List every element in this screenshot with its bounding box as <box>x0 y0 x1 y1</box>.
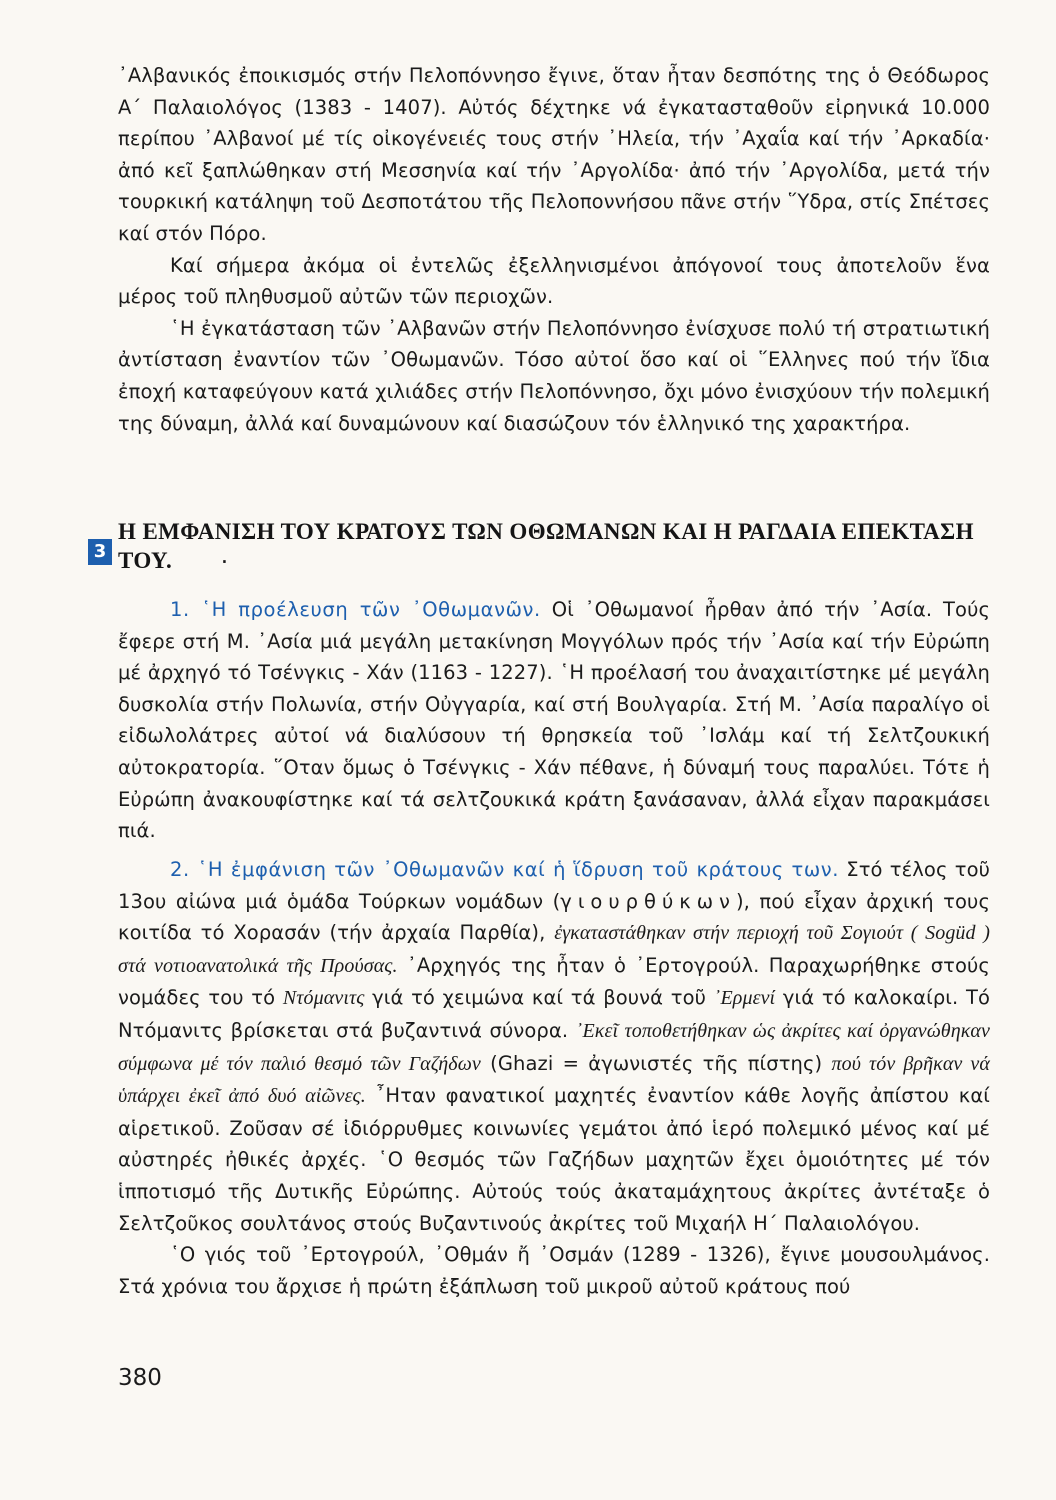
subsection-2-heading: 2. ῾Η ἐμφάνιση τῶν ᾿Οθωμανῶν καί ἡ ἵδρυση τοῦ κράτους των. <box>170 858 840 881</box>
subsection-2-text-d: γιά τό χειμώνα καί τά βουνά τοῦ <box>364 986 714 1010</box>
subsection-2-text-f: (Ghazi = ἀγωνιστές τῆς πίστης) <box>480 1051 832 1075</box>
section-mark: ۰ <box>218 548 231 573</box>
section-title-text: Η ΕΜΦΑΝΙΣΗ ΤΟΥ ΚΡΑΤΟΥΣ ΤΩΝ ΟΘΩΜΑΝΩΝ ΚΑΙ Η ΡΑΓΔΑΙΑ ΕΠΕΚΤΑΣΗ ΤΟΥ. <box>118 519 974 573</box>
subsection-1-heading: 1. ῾Η προέλευση τῶν ᾿Οθωμανῶν. <box>170 598 541 621</box>
subsection-2-text-e: γιά τό καλοκαίρι. Τό Ντόμανιτς βρίσκεται στά βυζαντινά σύνορα. <box>118 986 990 1042</box>
subsection-2-italic-b: Ντόμανιτς <box>282 987 365 1010</box>
subsection-2-text-c: ᾿Αρχηγός της ἦταν ὁ ᾿Ερτογρούλ. Παραχωρήθηκε στούς νομάδες του τό <box>118 953 990 1010</box>
subsection-2-text-b: ), πού εἶχαν ἀρχική τους κοιτίδα τό Χορασάν (τήν ἀρχαία Παρθία), <box>118 889 990 945</box>
intro-paragraph-1: ᾿Αλβανικός ἐποικισμός στήν Πελοπόννησο ἔγινε, ὅταν ἦταν δεσπότης της ὁ Θεόδωρος Α΄ Παλαιολόγος (1383 - 1407). Αὐτός δέχτηκε νά ἐγκατασταθοῦν εἰρηνικά 10.000 περίπου ᾿Αλβανοί μέ τίς οἰκογένειές τους στήν ᾿Ηλεία, τήν ᾿Αχαΐα καί τήν ᾿Αρκαδία· ἀπό κεῖ ξαπλώθηκαν στή Μεσσηνία καί τήν ᾿Αργολίδα· ἀπό τήν ᾿Αργολίδα, μετά τήν τουρκική κατάληψη τοῦ Δεσποτάτου τῆς Πελοποννήσου πᾶνε στήν ῞Υδρα, στίς Σπέτσες καί στόν Πόρο. <box>118 64 990 245</box>
subsection-2 <box>118 854 990 1302</box>
subsection-2-term: γιουρθύκων <box>560 889 736 913</box>
section-title <box>118 517 993 575</box>
subsection-2-italic-c: ᾿Ερμενί <box>713 987 776 1010</box>
subsection-2-italic-d: ᾿Εκεῖ τοποθετήθηκαν ὡς ἀκρίτες καί ὀργανώθηκαν σύμφωνα μέ τόν παλιό θεσμό τῶν Γαζήδων <box>118 1019 990 1075</box>
intro-text <box>118 60 990 439</box>
subsection-2-text-a: Στό τέλος τοῦ 13ου αἰώνα μιά ὁμάδα Τούρκων νομάδων ( <box>118 858 990 913</box>
subsection-2-italic-e: πού τόν βρῆκαν νά ὑπάρχει ἐκεῖ ἀπό δυό αἰῶνες. <box>118 1052 990 1108</box>
subsection-1 <box>118 594 990 847</box>
subsection-1-text: Οἱ ᾿Οθωμανοί ἦρθαν ἀπό τήν ᾿Ασία. Τούς ἔφερε στή Μ. ᾿Ασία μιά μεγάλη μετακίνηση Μογγόλων πρός τήν ᾿Ασία καί τήν Εὐρώπη μέ ἀρχηγό τό Τσένγκις - Χάν (1163 - 1227). ῾Η προέλασή του ἀναχαιτίστηκε μέ μεγάλη δυσκολία στήν Πολωνία, στήν Οὐγγαρία, καί στή Βουλγαρία. Στή Μ. ᾿Ασία παραλίγο οἱ εἰδωλολάτρες αὐτοί νά διαλύσουν τή θρησκεία τοῦ ᾿Ισλάμ καί τή Σελτζουκική αὐτοκρατορία. ῞Οταν ὅμως ὁ Τσένγκις - Χάν πέθανε, ἡ δύναμή τους παραλύει. Τότε ἡ Εὐρώπη ἀνακουφίστηκε καί τά σελτζουκικά κράτη ξανάσαναν, ἀλλά εἶχαν παρακμάσει πιά. <box>118 598 990 843</box>
section-number-badge: 3 <box>88 539 112 565</box>
subsection-2-italic-a: ἐγκαταστάθηκαν στήν περιοχή τοῦ Σογιούτ ( Sogüd ) στά νοτιοανατολικά τῆς Προύσας. <box>118 922 990 977</box>
page-number: 380 <box>118 1365 162 1391</box>
subsection-2-text-g: ῏Ηταν φανατικοί μαχητές ἐναντίον κάθε λογῆς ἀπίστου καί αἱρετικοῦ. Ζοῦσαν σέ ἰδιόρρυθμες κοινωνίες γεμάτοι ἀπό ἱερό πολεμικό μένος καί μέ αὐστηρές ἠθικές ἀρχές. ῾Ο θεσμός τῶν Γαζήδων μαχητῶν ἔχει ὁμοιότητες μέ τόν ἱπποτισμό τῆς Δυτικῆς Εὐρώπης. Αὐτούς τούς ἀκαταμάχητους ἀκρίτες ἀντέταξε ὁ Σελτζοῦκος σουλτάνος στούς Βυζαντινούς ἀκρίτες τοῦ Μιχαήλ Η΄ Παλαιολόγου. <box>118 1084 990 1235</box>
intro-paragraph-2: Καί σήμερα ἀκόμα οἱ ἐντελῶς ἐξελληνισμένοι ἀπόγονοί τους ἀποτελοῦν ἕνα μέρος τοῦ πληθυσμοῦ αὐτῶν τῶν περιοχῶν. <box>118 253 990 309</box>
subsection-2-paragraph-2: ῾Ο γιός τοῦ ᾿Ερτογρούλ, ᾿Οθμάν ἤ ᾿Οσμάν (1289 - 1326), ἔγινε μουσουλμάνος. Στά χρόνια του ἄρχισε ἡ πρώτη ἐξάπλωση τοῦ μικροῦ αὐτοῦ κράτους πού <box>118 1243 990 1298</box>
intro-paragraph-3: ῾Η ἐγκατάσταση τῶν ᾿Αλβανῶν στήν Πελοπόννησο ἐνίσχυσε πολύ τή στρατιωτική ἀντίσταση ἐναντίον τῶν ᾿Οθωμανῶν. Τόσο αὐτοί ὅσο καί οἱ ῞Ελληνες πού τήν ἴδια ἐποχή καταφεύγουν κατά χιλιάδες στήν Πελοπόννησο, ὄχι μόνο ἐνισχύουν τήν πολεμική της δύναμη, ἀλλά καί δυναμώνουν καί διασώζουν τόν ἑλληνικό της χαρακτήρα. <box>118 316 990 435</box>
